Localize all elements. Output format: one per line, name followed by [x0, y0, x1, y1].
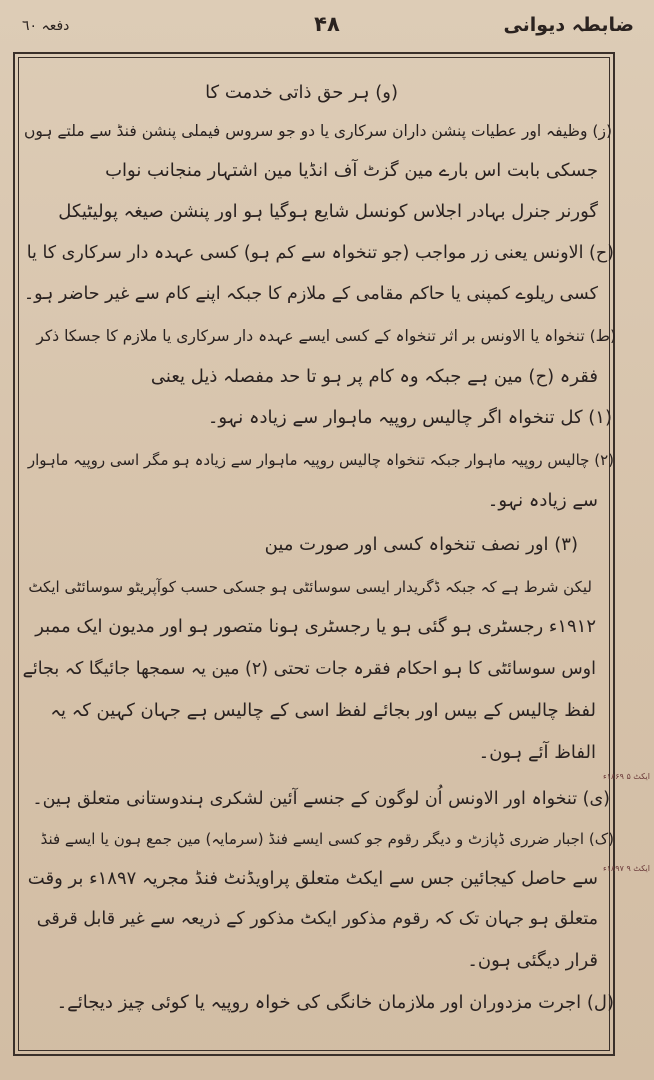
text-line: (و) ہر حق ذاتی خدمت کا — [205, 82, 398, 103]
section-label: دفعہ ٦٠ — [22, 18, 70, 34]
text-line: کسی ریلوے کمپنی یا حاکم مقامی کے ملازم کا جبکہ اپنے کام سے غیر حاضر ہو۔ — [23, 284, 598, 304]
text-line: سے حاصل کیجائین جس سے ایکٹ متعلق پراویڈنٹ فنڈ مجریہ ۱۸۹۷ء بر وقت — [27, 868, 598, 889]
text-line: گورنر جنرل بہادر اجلاس کونسل شایع ہوگیا ہو اور پنشن صیغہ پولیٹیکل — [58, 201, 598, 222]
text-line: (ک) اجبار ضرری ڈپازٹ و دیگر رقوم جو کسی ایسے فنڈ (سرمایہ) مین جمع ہون یا ایسے فنڈ — [40, 830, 614, 848]
text-line: الفاظ آئے ہون۔ — [478, 742, 596, 763]
book-title: ضابطہ دیوانی — [503, 14, 634, 36]
margin-note: ایکٹ ۵ ۱۸۶۹ء — [602, 772, 650, 781]
text-line: اوس سوسائٹی کا ہو احکام فقرہ جات تحتی (۲) مین یہ سمجھا جائیگا کہ بجائے — [22, 659, 596, 679]
text-line: ۱۹۱۲ء رجسٹری ہو گئی ہو یا رجسٹری ہونا متصور ہو اور مدیون ایک ممبر — [35, 616, 596, 637]
text-line: قرار دیگئی ہون۔ — [467, 950, 598, 971]
page-number: ۴۸ — [314, 12, 340, 36]
text-line: فقرہ (ح) مین ہے جبکہ وہ کام پر ہو تا حد مفصلہ ذیل یعنی — [150, 366, 598, 387]
text-line: لیکن شرط ہے کہ جبکہ ڈگریدار ایسی سوسائٹی ہو جسکی حسب کوآپریٹو سوسائٹی ایکٹ — [28, 578, 592, 596]
text-line: (ز) وظیفہ اور عطیات پنشن داران سرکاری یا دو جو سروس فیملی پنشن فنڈ سے ملتے ہوں — [24, 122, 612, 140]
text-line: جسکی بابت اس بارے مین گزٹ آف انڈیا مین اشتہار منجانب نواب — [105, 160, 598, 181]
page-header — [16, 12, 638, 42]
text-line: (ل) اجرت مزدوران اور ملازمان خانگی کی خواہ روپیہ یا کوئی چیز دیجائے۔ — [56, 992, 614, 1013]
text-line: متعلق ہو جہان تک کہ رقوم مذکور ایکٹ مذکور کے ذریعہ سے غیر قابل قرقی — [36, 909, 598, 929]
text-line: (ی) تنخواہ اور الاونس اُن لوگون کے جنسے آئین لشکری ہندوستانی متعلق ہین۔ — [32, 789, 610, 809]
text-line: (ح) الاونس یعنی زر مواجب (جو تنخواہ سے کم ہو) کسی عہدہ دار سرکاری کا یا — [26, 243, 614, 263]
text-line: (۲) چالیس روپیہ ماہوار جبکہ تنخواہ چالیس روپیہ ماہوار سے زیادہ ہو مگر اسی روپیہ ماہوار — [27, 451, 614, 469]
text-line: (ط) تنخواہ یا الاونس بر اثر تنخواہ کے کسی ایسے عہدہ دار سرکاری یا ملازم کا جسکا ذکر — [36, 327, 616, 345]
text-line: سے زیادہ نہو۔ — [487, 490, 598, 511]
text-line: (۳) اور نصف تنخواہ کسی اور صورت مین — [264, 534, 578, 555]
text-line: لفظ چالیس کے بیس اور بجائے لفظ اسی کے چالیس ہے جہان کہین کہ یہ — [50, 700, 596, 721]
margin-note: ایکٹ ۹ ۱۸۹۷ء — [602, 864, 650, 873]
text-line: (۱) کل تنخواہ اگر چالیس روپیہ ماہوار سے زیادہ نہو۔ — [207, 407, 612, 428]
